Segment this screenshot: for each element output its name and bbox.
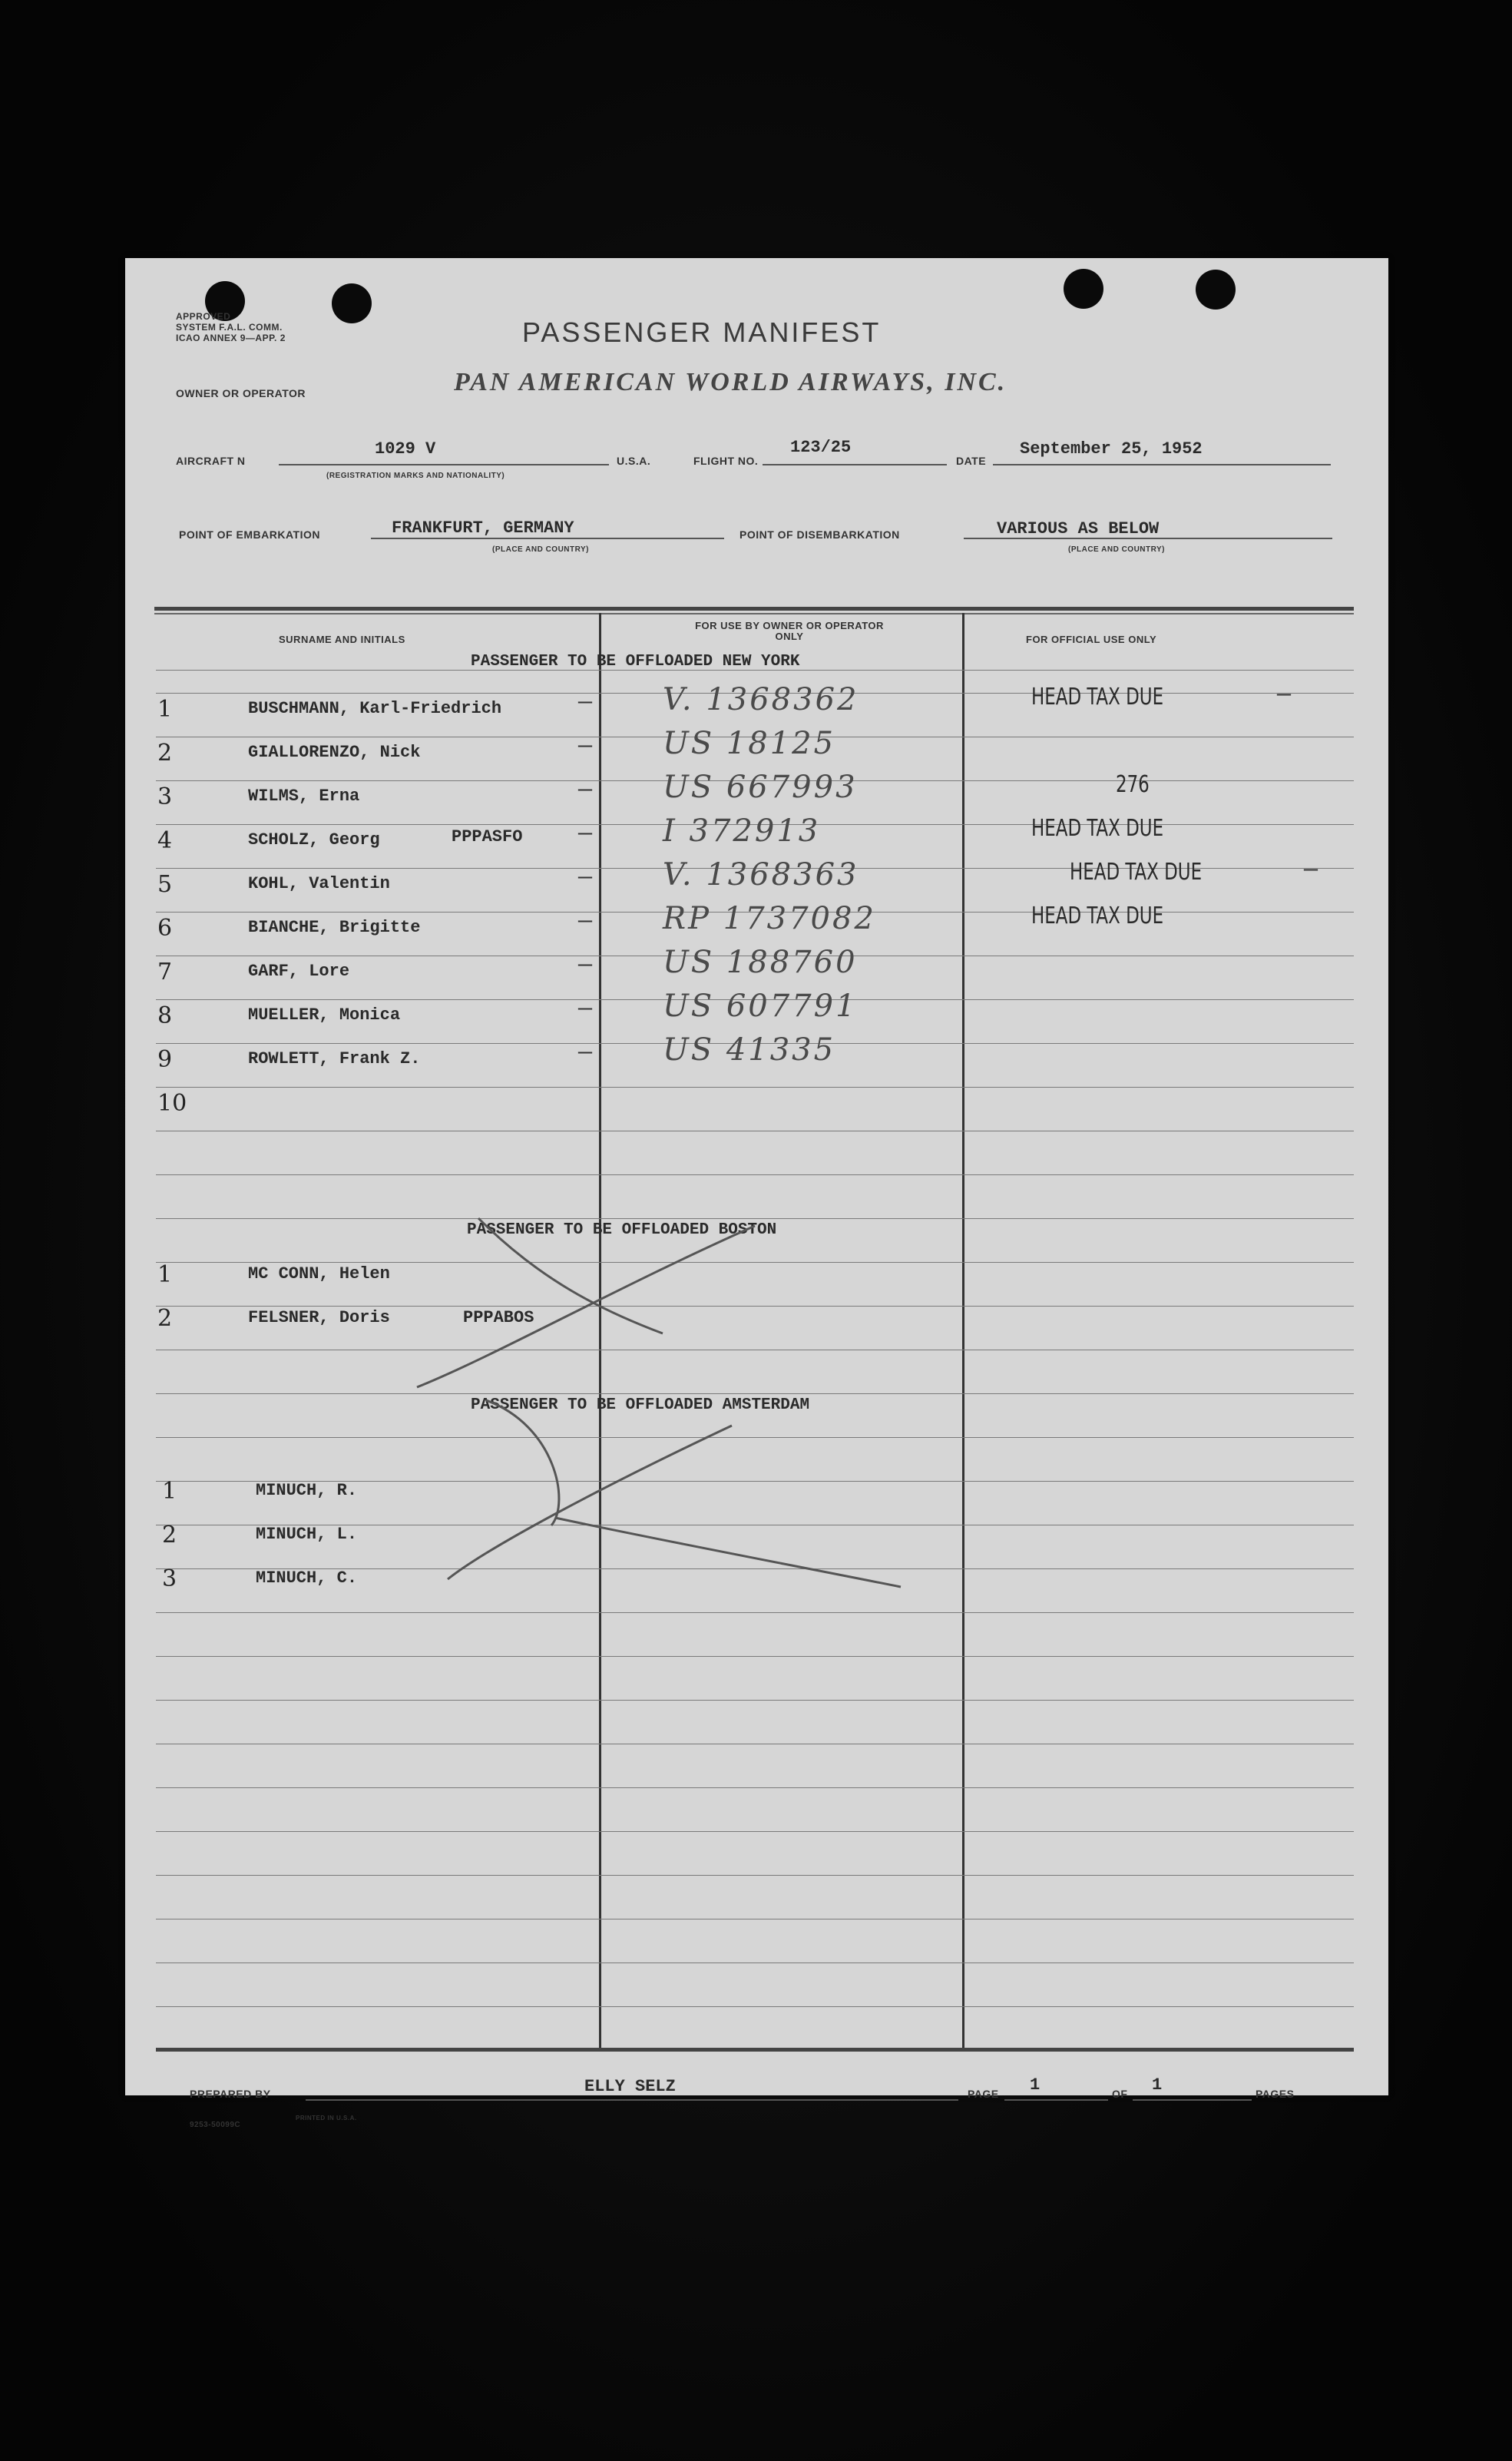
passport-number: US 18125 [663, 726, 836, 761]
section-heading-amsterdam: PASSENGER TO BE OFFLOADED AMSTERDAM [471, 1396, 810, 1414]
passport-number: V. 1368362 [663, 682, 859, 717]
flight-value: 123/25 [790, 438, 852, 457]
passport-number: US 41335 [663, 1032, 836, 1068]
pages-label: PAGES [1256, 2088, 1295, 2100]
official-note: 276 [1116, 771, 1150, 798]
row-number: 6 [157, 915, 173, 942]
passenger-name: MINUCH, R. [256, 1481, 358, 1500]
printed-note: PRINTED IN U.S.A. [296, 2115, 357, 2121]
passenger-name: MINUCH, C. [256, 1568, 358, 1588]
passenger-name: ROWLETT, Frank Z. [248, 1049, 421, 1068]
column-header-owner: FOR USE BY OWNER OR OPERATOR ONLY [695, 620, 884, 642]
dash-mark: — [578, 909, 593, 935]
passenger-name: GIALLORENZO, Nick [248, 743, 421, 762]
passenger-name: GARF, Lore [248, 962, 350, 981]
passenger-name: MC CONN, Helen [248, 1264, 390, 1283]
passenger-code: PPPASFO [452, 827, 523, 846]
cross-out-marks [125, 258, 1388, 2095]
column-header-surname: SURNAME AND INITIALS [279, 634, 405, 645]
of-value: 1 [1152, 2075, 1163, 2095]
dash-mark: — [1277, 682, 1292, 708]
dash-mark: — [578, 996, 593, 1022]
embark-label: POINT OF EMBARKATION [179, 528, 320, 541]
passport-number: V. 1368363 [663, 857, 859, 893]
passport-number: US 188760 [663, 945, 858, 980]
prepared-by-value: ELLY SELZ [584, 2077, 676, 2096]
owner-value: PAN AMERICAN WORLD AIRWAYS, INC. [454, 368, 1007, 396]
passenger-name: MUELLER, Monica [248, 1005, 401, 1025]
flight-label: FLIGHT NO. [693, 455, 759, 467]
row-number: 3 [162, 1565, 177, 1592]
passenger-name: WILMS, Erna [248, 787, 360, 806]
row-number: 2 [157, 1305, 173, 1332]
row-number: 2 [157, 740, 173, 767]
date-label: DATE [956, 455, 987, 467]
approval-line-1: APPROVED [176, 311, 231, 322]
passenger-name: BIANCHE, Brigitte [248, 918, 421, 937]
row-number: 9 [157, 1046, 173, 1073]
official-note: HEAD TAX DUE [1031, 684, 1164, 710]
passport-number: US 667993 [663, 770, 858, 805]
passenger-name: MINUCH, L. [256, 1525, 358, 1544]
disembark-label: POINT OF DISEMBARKATION [739, 528, 900, 541]
dash-mark: — [578, 777, 593, 803]
dash-mark: — [578, 690, 593, 716]
disembark-caption: (PLACE AND COUNTRY) [1068, 545, 1165, 554]
aircraft-value: 1029 V [375, 439, 436, 459]
registration-caption: (REGISTRATION MARKS AND NATIONALITY) [326, 472, 505, 480]
row-number: 1 [157, 1261, 173, 1288]
of-label: OF [1112, 2088, 1128, 2100]
form-title: PASSENGER MANIFEST [522, 316, 882, 348]
passenger-code: PPPABOS [463, 1308, 534, 1327]
section-heading-new-york: PASSENGER TO BE OFFLOADED NEW YORK [471, 653, 800, 671]
official-note: HEAD TAX DUE [1031, 815, 1164, 842]
row-number: 2 [162, 1522, 177, 1548]
row-number: 1 [162, 1478, 177, 1505]
approval-line-3: ICAO ANNEX 9—APP. 2 [176, 333, 286, 343]
dash-mark: — [578, 865, 593, 891]
passport-number: US 607791 [663, 989, 858, 1024]
date-value: September 25, 1952 [1020, 439, 1203, 459]
row-number: 7 [157, 959, 173, 985]
passport-number: I 372913 [663, 813, 821, 849]
row-number: 10 [157, 1090, 187, 1117]
prepared-by-label: PREPARED BY [190, 2088, 271, 2100]
row-number: 5 [157, 871, 173, 898]
row-number: 3 [157, 783, 173, 810]
dash-mark: — [578, 734, 593, 760]
section-heading-boston: PASSENGER TO BE OFFLOADED BOSTON [467, 1221, 777, 1239]
row-number: 8 [157, 1002, 173, 1029]
disembark-value: VARIOUS AS BELOW [997, 519, 1160, 538]
owner-label: OWNER OR OPERATOR [176, 387, 306, 399]
row-number: 4 [157, 827, 173, 854]
passport-number: RP 1737082 [663, 901, 876, 936]
passenger-name: SCHOLZ, Georg [248, 830, 380, 850]
passenger-name: KOHL, Valentin [248, 874, 390, 893]
passenger-name: FELSNER, Doris [248, 1308, 390, 1327]
form-code: 9253-50099C [190, 2121, 241, 2129]
page-label: PAGE [968, 2088, 999, 2100]
official-note: HEAD TAX DUE [1070, 859, 1203, 886]
column-header-official: FOR OFFICIAL USE ONLY [1026, 634, 1157, 645]
approval-line-2: SYSTEM F.A.L. COMM. [176, 322, 283, 333]
dash-mark: — [578, 952, 593, 979]
dash-mark: — [1304, 857, 1318, 883]
embark-caption: (PLACE AND COUNTRY) [492, 545, 589, 554]
passenger-name: BUSCHMANN, Karl-Friedrich [248, 699, 502, 718]
manifest-sheet [125, 258, 1388, 2129]
row-number: 1 [157, 696, 173, 723]
page-value: 1 [1030, 2075, 1041, 2095]
dash-mark: — [578, 821, 593, 847]
dash-mark: — [578, 1040, 593, 1066]
official-note: HEAD TAX DUE [1031, 903, 1164, 929]
embark-value: FRANKFURT, GERMANY [392, 518, 574, 538]
aircraft-label: AIRCRAFT N [176, 455, 246, 467]
usa-label: U.S.A. [617, 455, 651, 467]
